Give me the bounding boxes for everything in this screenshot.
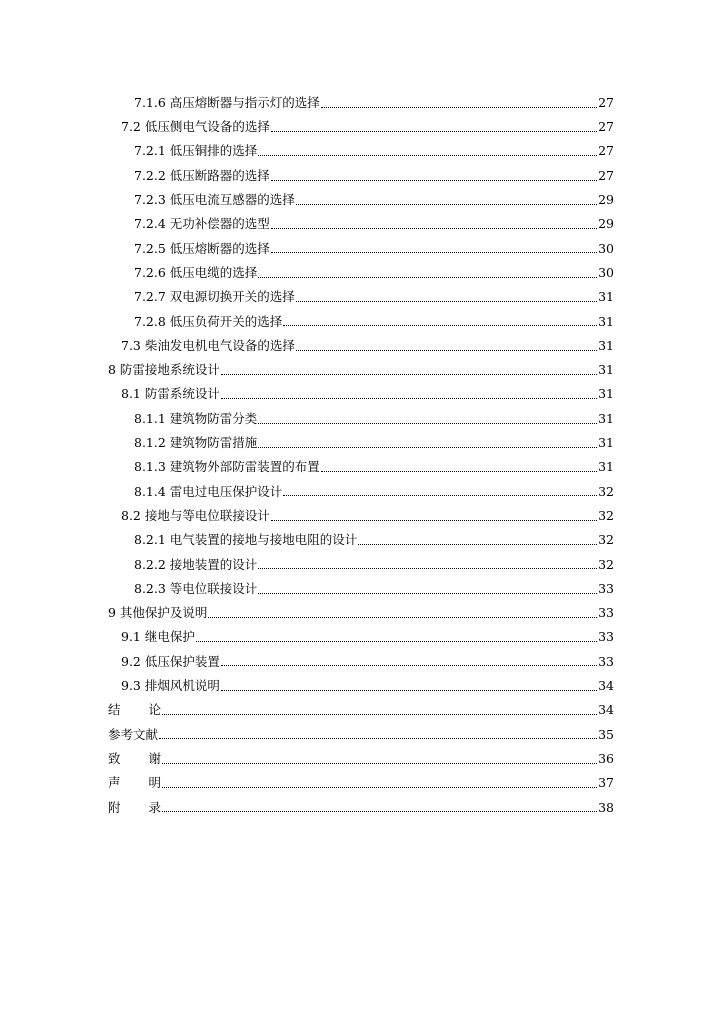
toc-entry-page-number: 30 <box>598 240 614 256</box>
toc-entry-page-number: 31 <box>598 337 614 353</box>
dot-leader <box>271 520 597 521</box>
toc-entry[interactable] <box>0 407 724 431</box>
toc-entry-title-char: 谢 <box>148 750 162 766</box>
toc-entry-title: 9.3 排烟风机说明 <box>121 678 220 694</box>
toc-entry-title: 7.2.2 低压断路器的选择 <box>134 167 270 183</box>
toc-entry[interactable] <box>0 577 724 601</box>
toc-entry-page-number: 29 <box>598 192 614 208</box>
toc-entry-page-number: 27 <box>598 94 614 110</box>
toc-entry-title: 7.2.8 低压负荷开关的选择 <box>134 313 283 329</box>
toc-entry-title: 9 其他保护及说明 <box>108 605 208 621</box>
dot-leader <box>196 641 597 642</box>
toc-entry-title-char: 致 <box>108 750 121 766</box>
dot-leader <box>358 544 597 545</box>
dot-leader <box>221 690 597 691</box>
toc-entry[interactable] <box>0 431 724 455</box>
toc-entry[interactable] <box>0 723 724 747</box>
dot-leader <box>221 665 597 666</box>
toc-entry[interactable] <box>0 285 724 309</box>
toc-entry[interactable] <box>0 383 724 407</box>
dot-leader <box>271 228 597 229</box>
toc-entry-title: 9.2 低压保护装置 <box>121 653 220 669</box>
toc-entry-page-number: 31 <box>598 386 614 402</box>
dot-leader <box>258 593 597 594</box>
toc-entry-page-number: 32 <box>598 556 614 572</box>
dot-leader <box>162 787 597 788</box>
toc-entry-title: 7.1.6 高压熔断器与指示灯的选择 <box>134 94 320 110</box>
toc-entry-page-number: 31 <box>598 313 614 329</box>
toc-entry[interactable] <box>0 480 724 504</box>
toc-entry-title: 参考文献 <box>108 726 159 742</box>
toc-entry[interactable] <box>0 212 724 236</box>
toc-entry[interactable] <box>0 358 724 382</box>
dot-leader <box>258 447 597 448</box>
toc-entry-title: 8 防雷接地系统设计 <box>108 362 220 378</box>
toc-entry[interactable] <box>0 771 724 795</box>
dot-leader <box>271 252 597 253</box>
toc-entry-title-char: 结 <box>108 702 121 718</box>
toc-entry-page-number: 33 <box>598 580 614 596</box>
toc-entry[interactable] <box>0 310 724 334</box>
dot-leader <box>221 398 597 399</box>
toc-entry-page-number: 34 <box>598 678 614 694</box>
table-of-contents <box>0 91 724 820</box>
toc-entry-page-number: 35 <box>598 726 614 742</box>
toc-entry[interactable] <box>0 626 724 650</box>
toc-entry[interactable] <box>0 115 724 139</box>
toc-entry-page-number: 32 <box>598 483 614 499</box>
toc-entry[interactable] <box>0 796 724 820</box>
dot-leader <box>162 714 597 715</box>
toc-entry-page-number: 36 <box>598 750 614 766</box>
toc-entry[interactable] <box>0 261 724 285</box>
dot-leader <box>296 301 597 302</box>
toc-entry-title: 8.1.2 建筑物防雷措施 <box>134 435 258 451</box>
toc-entry-page-number: 29 <box>598 216 614 232</box>
toc-entry-title-char: 录 <box>148 799 162 815</box>
dot-leader <box>283 495 597 496</box>
dot-leader <box>271 131 597 132</box>
dot-leader <box>321 107 597 108</box>
toc-entry-page-number: 31 <box>598 289 614 305</box>
toc-entry-title: 7.3 柴油发电机电气设备的选择 <box>121 337 295 353</box>
toc-entry[interactable] <box>0 553 724 577</box>
toc-entry-title: 8.2.1 电气装置的接地与接地电阻的设计 <box>134 532 358 548</box>
toc-entry-page-number: 33 <box>598 653 614 669</box>
toc-entry[interactable] <box>0 747 724 771</box>
toc-entry-page-number: 31 <box>598 362 614 378</box>
toc-entry-title <box>108 777 161 790</box>
toc-entry-title: 8.2 接地与等电位联接设计 <box>121 507 270 523</box>
toc-entry[interactable] <box>0 164 724 188</box>
toc-entry-title: 8.2.3 等电位联接设计 <box>134 580 258 596</box>
toc-entry-title-char: 明 <box>148 775 162 791</box>
toc-entry-page-number: 33 <box>598 629 614 645</box>
toc-entry-title-char: 声 <box>108 775 121 791</box>
toc-entry[interactable] <box>0 601 724 625</box>
dot-leader <box>258 155 597 156</box>
toc-entry-title: 8.1.3 建筑物外部防雷装置的布置 <box>134 459 320 475</box>
dot-leader <box>258 277 597 278</box>
toc-entry-title: 7.2.1 低压铜排的选择 <box>134 143 258 159</box>
dot-leader <box>162 811 597 812</box>
dot-leader <box>221 374 597 375</box>
toc-entry-title: 7.2.3 低压电流互感器的选择 <box>134 192 295 208</box>
toc-entry-page-number: 27 <box>598 143 614 159</box>
toc-entry[interactable] <box>0 504 724 528</box>
toc-entry-title: 7.2.5 低压熔断器的选择 <box>134 240 270 256</box>
dot-leader <box>296 204 597 205</box>
toc-entry-title: 7.2 低压侧电气设备的选择 <box>121 119 270 135</box>
toc-entry-page-number: 31 <box>598 435 614 451</box>
toc-entry-page-number: 31 <box>598 459 614 475</box>
toc-entry-title-char: 附 <box>108 799 121 815</box>
toc-entry-page-number: 27 <box>598 167 614 183</box>
toc-entry[interactable] <box>0 334 724 358</box>
toc-entry-title-char: 论 <box>148 702 162 718</box>
dot-leader <box>296 350 597 351</box>
toc-entry-title: 8.1 防雷系统设计 <box>121 386 220 402</box>
dot-leader <box>321 471 597 472</box>
dot-leader <box>159 738 597 739</box>
toc-entry[interactable] <box>0 674 724 698</box>
toc-entry-title: 8.1.1 建筑物防雷分类 <box>134 410 258 426</box>
toc-entry-title: 7.2.4 无功补偿器的选型 <box>134 216 270 232</box>
toc-entry[interactable] <box>0 140 724 164</box>
toc-entry-title <box>108 799 162 815</box>
toc-entry[interactable] <box>0 528 724 552</box>
toc-entry-title: 7.2.7 双电源切换开关的选择 <box>134 289 295 305</box>
toc-entry-title: 9.1 继电保护 <box>121 629 195 645</box>
dot-leader <box>271 180 597 181</box>
toc-entry-title: 8.2.2 接地装置的设计 <box>134 556 258 572</box>
toc-entry-title: 7.2.6 低压电缆的选择 <box>134 264 258 280</box>
dot-leader <box>283 325 597 326</box>
toc-entry[interactable] <box>0 91 724 115</box>
toc-entry-page-number: 32 <box>598 507 614 523</box>
toc-entry-page-number: 34 <box>598 702 614 718</box>
toc-entry[interactable] <box>0 650 724 674</box>
dot-leader <box>208 617 597 618</box>
toc-entry-page-number: 33 <box>598 605 614 621</box>
toc-entry[interactable] <box>0 188 724 212</box>
toc-entry-page-number: 27 <box>598 119 614 135</box>
toc-entry[interactable] <box>0 237 724 261</box>
toc-entry[interactable] <box>0 455 724 479</box>
toc-entry[interactable] <box>0 698 724 722</box>
toc-entry-page-number: 37 <box>598 775 614 791</box>
toc-entry-title: 8.1.4 雷电过电压保护设计 <box>134 483 283 499</box>
toc-entry-page-number: 30 <box>598 264 614 280</box>
toc-entry-title <box>108 750 162 766</box>
dot-leader <box>258 568 597 569</box>
toc-entry-page-number: 38 <box>598 799 614 815</box>
toc-entry-title <box>108 704 161 717</box>
dot-leader <box>162 763 597 764</box>
dot-leader <box>258 423 597 424</box>
toc-entry-page-number: 31 <box>598 410 614 426</box>
toc-entry-page-number: 32 <box>598 532 614 548</box>
